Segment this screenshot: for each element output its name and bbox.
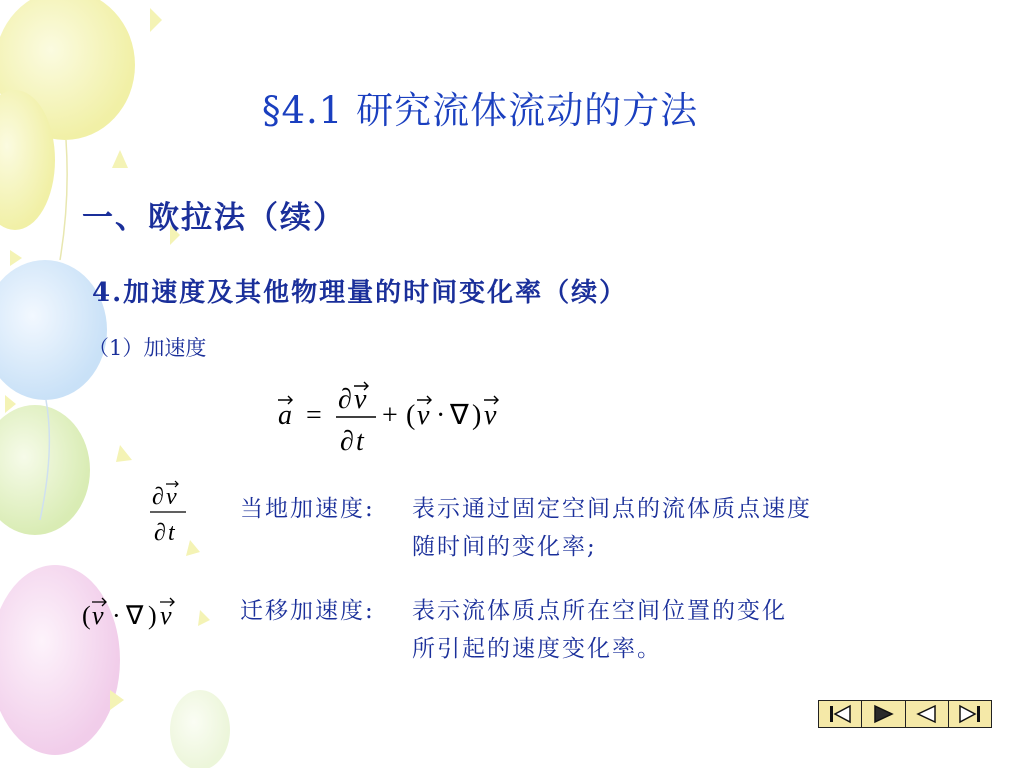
svg-text:∇: ∇ [126,601,144,630]
svg-text:·: · [436,400,446,431]
svg-text:·: · [112,601,121,630]
first-slide-button[interactable] [819,701,862,727]
convective-acceleration-desc-2: 所引起的速度变化率。 [412,636,662,662]
slide-navigation-bar [818,700,992,728]
svg-text:∂: ∂ [154,520,166,546]
next-icon [869,704,897,724]
local-acceleration-desc-2: 随时间的变化率; [412,534,597,560]
convective-acceleration-label: 迁移加速度: [240,598,375,624]
svg-text:v: v [160,601,172,630]
svg-text:=: = [306,400,322,431]
svg-text:t: t [168,520,175,546]
svg-text:(: ( [406,400,416,431]
convective-acceleration-desc-1: 表示流体质点所在空间位置的变化 [412,598,787,624]
svg-text:∂: ∂ [152,484,164,510]
svg-text:v: v [417,400,430,431]
last-icon [956,704,984,724]
svg-text:v: v [354,384,367,415]
svg-text:a: a [278,400,292,431]
svg-text:∂: ∂ [338,384,352,415]
svg-text:v: v [166,484,177,510]
local-acceleration-desc-1: 表示通过固定空间点的流体质点速度 [412,496,812,522]
previous-icon [913,704,941,724]
acceleration-equation [272,372,542,462]
convective-acceleration-formula [80,590,210,636]
item-label: （1）加速度 [88,336,207,360]
local-acceleration-formula [148,476,198,550]
previous-slide-button[interactable] [906,701,949,727]
svg-text:∂: ∂ [340,426,354,457]
balloon-decoration [0,0,260,768]
section-heading: 一、欧拉法（续） [82,200,346,236]
svg-text:): ) [148,601,157,630]
svg-text:+: + [382,400,398,431]
svg-text:): ) [472,400,482,431]
slide-title: §4.1 研究流体流动的方法 [262,89,699,132]
next-slide-button[interactable] [862,701,905,727]
subsection-heading: 4.加速度及其他物理量的时间变化率（续） [92,278,628,308]
first-icon [826,704,854,724]
svg-text:v: v [92,601,104,630]
svg-text:∇: ∇ [450,400,469,431]
svg-text:(: ( [82,601,91,630]
last-slide-button[interactable] [949,701,991,727]
svg-text:t: t [356,426,364,457]
svg-text:v: v [484,400,497,431]
local-acceleration-label: 当地加速度: [240,496,375,522]
